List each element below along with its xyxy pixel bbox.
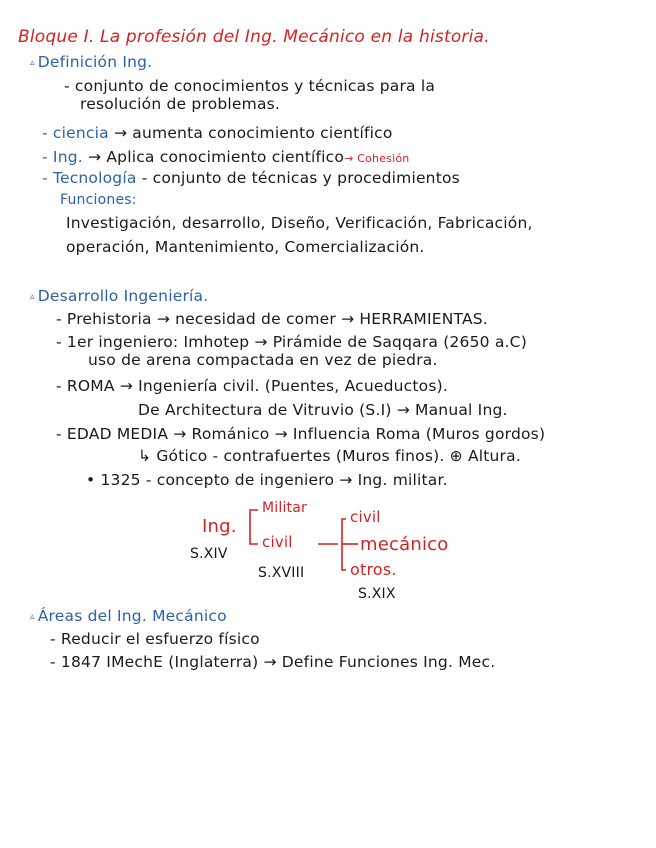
- section-heading-areas: [30, 607, 227, 625]
- diagram-militar: Militar: [262, 500, 307, 516]
- definicion-line-2: resolución de problemas.: [80, 95, 281, 113]
- diagram-civil-branch: civil: [350, 508, 381, 526]
- roma-line-2: De Architectura de Vitruvio (S.I) → Manual Ing.: [138, 401, 508, 419]
- ciencia-text: → aumenta conocimiento científico: [113, 124, 393, 142]
- cohesion-label: → Cohesión: [344, 152, 410, 165]
- tecnologia-term: - Tecnología: [42, 169, 137, 187]
- diagram-sxviii: S.XVIII: [258, 565, 305, 581]
- diagram-ing: Ing.: [202, 516, 237, 537]
- triangle-bullet-icon: ▵: [30, 58, 35, 68]
- ing-term: - Ing.: [42, 148, 83, 166]
- primer-ingeniero-line-1: - 1er ingeniero: Imhotep → Pirámide de Saqqara (2650 a.C): [56, 333, 527, 351]
- definicion-heading-label: Definición Ing.: [37, 53, 153, 71]
- areas-line-2: - 1847 IMechE (Inglaterra) → Define Funciones Ing. Mec.: [50, 653, 496, 671]
- primer-ingeniero-line-2: uso de arena compactada en vez de piedra.: [88, 351, 438, 369]
- diagram-otros: otros.: [350, 560, 397, 579]
- tecnologia-text: - conjunto de técnicas y procedimientos: [141, 169, 460, 187]
- diagram-sxix: S.XIX: [358, 586, 396, 602]
- funciones-line-2: operación, Mantenimiento, Comercialización.: [66, 238, 425, 256]
- diagram-civil: civil: [262, 533, 293, 551]
- page-title: Bloque I. La profesión del Ing. Mecánico en la historia.: [18, 27, 490, 47]
- ing-text: → Aplica conocimiento científico: [88, 148, 345, 166]
- concepto-line: • 1325 - concepto de ingeniero → Ing. militar.: [86, 471, 448, 489]
- edad-media-line-1: - EDAD MEDIA → Románico → Influencia Roma (Muros gordos): [56, 425, 546, 443]
- diagram-sxiv: S.XIV: [190, 546, 228, 562]
- desarrollo-heading-label: Desarrollo Ingeniería.: [37, 287, 209, 305]
- prehistoria-line: - Prehistoria → necesidad de comer → HERRAMIENTAS.: [56, 310, 488, 328]
- ing-bracket: [250, 510, 258, 544]
- diagram-mecanico: mecánico: [360, 534, 449, 555]
- ciencia-term: - ciencia: [42, 124, 109, 142]
- edad-media-line-2: ↳ Gótico - contrafuertes (Muros finos). ⊕ Altura.: [138, 447, 521, 465]
- areas-heading-label: Áreas del Ing. Mecánico: [37, 607, 227, 625]
- definicion-line-1: - conjunto de conocimientos y técnicas para la: [64, 77, 436, 95]
- roma-line-1: - ROMA → Ingeniería civil. (Puentes, Acueductos).: [56, 377, 448, 395]
- areas-line-1: - Reducir el esfuerzo físico: [50, 630, 260, 648]
- triangle-bullet-icon: ▵: [30, 612, 35, 622]
- funciones-line-1: Investigación, desarrollo, Diseño, Verificación, Fabricación,: [66, 214, 533, 232]
- triangle-bullet-icon: ▵: [30, 292, 35, 302]
- funciones-label: Funciones:: [60, 192, 137, 208]
